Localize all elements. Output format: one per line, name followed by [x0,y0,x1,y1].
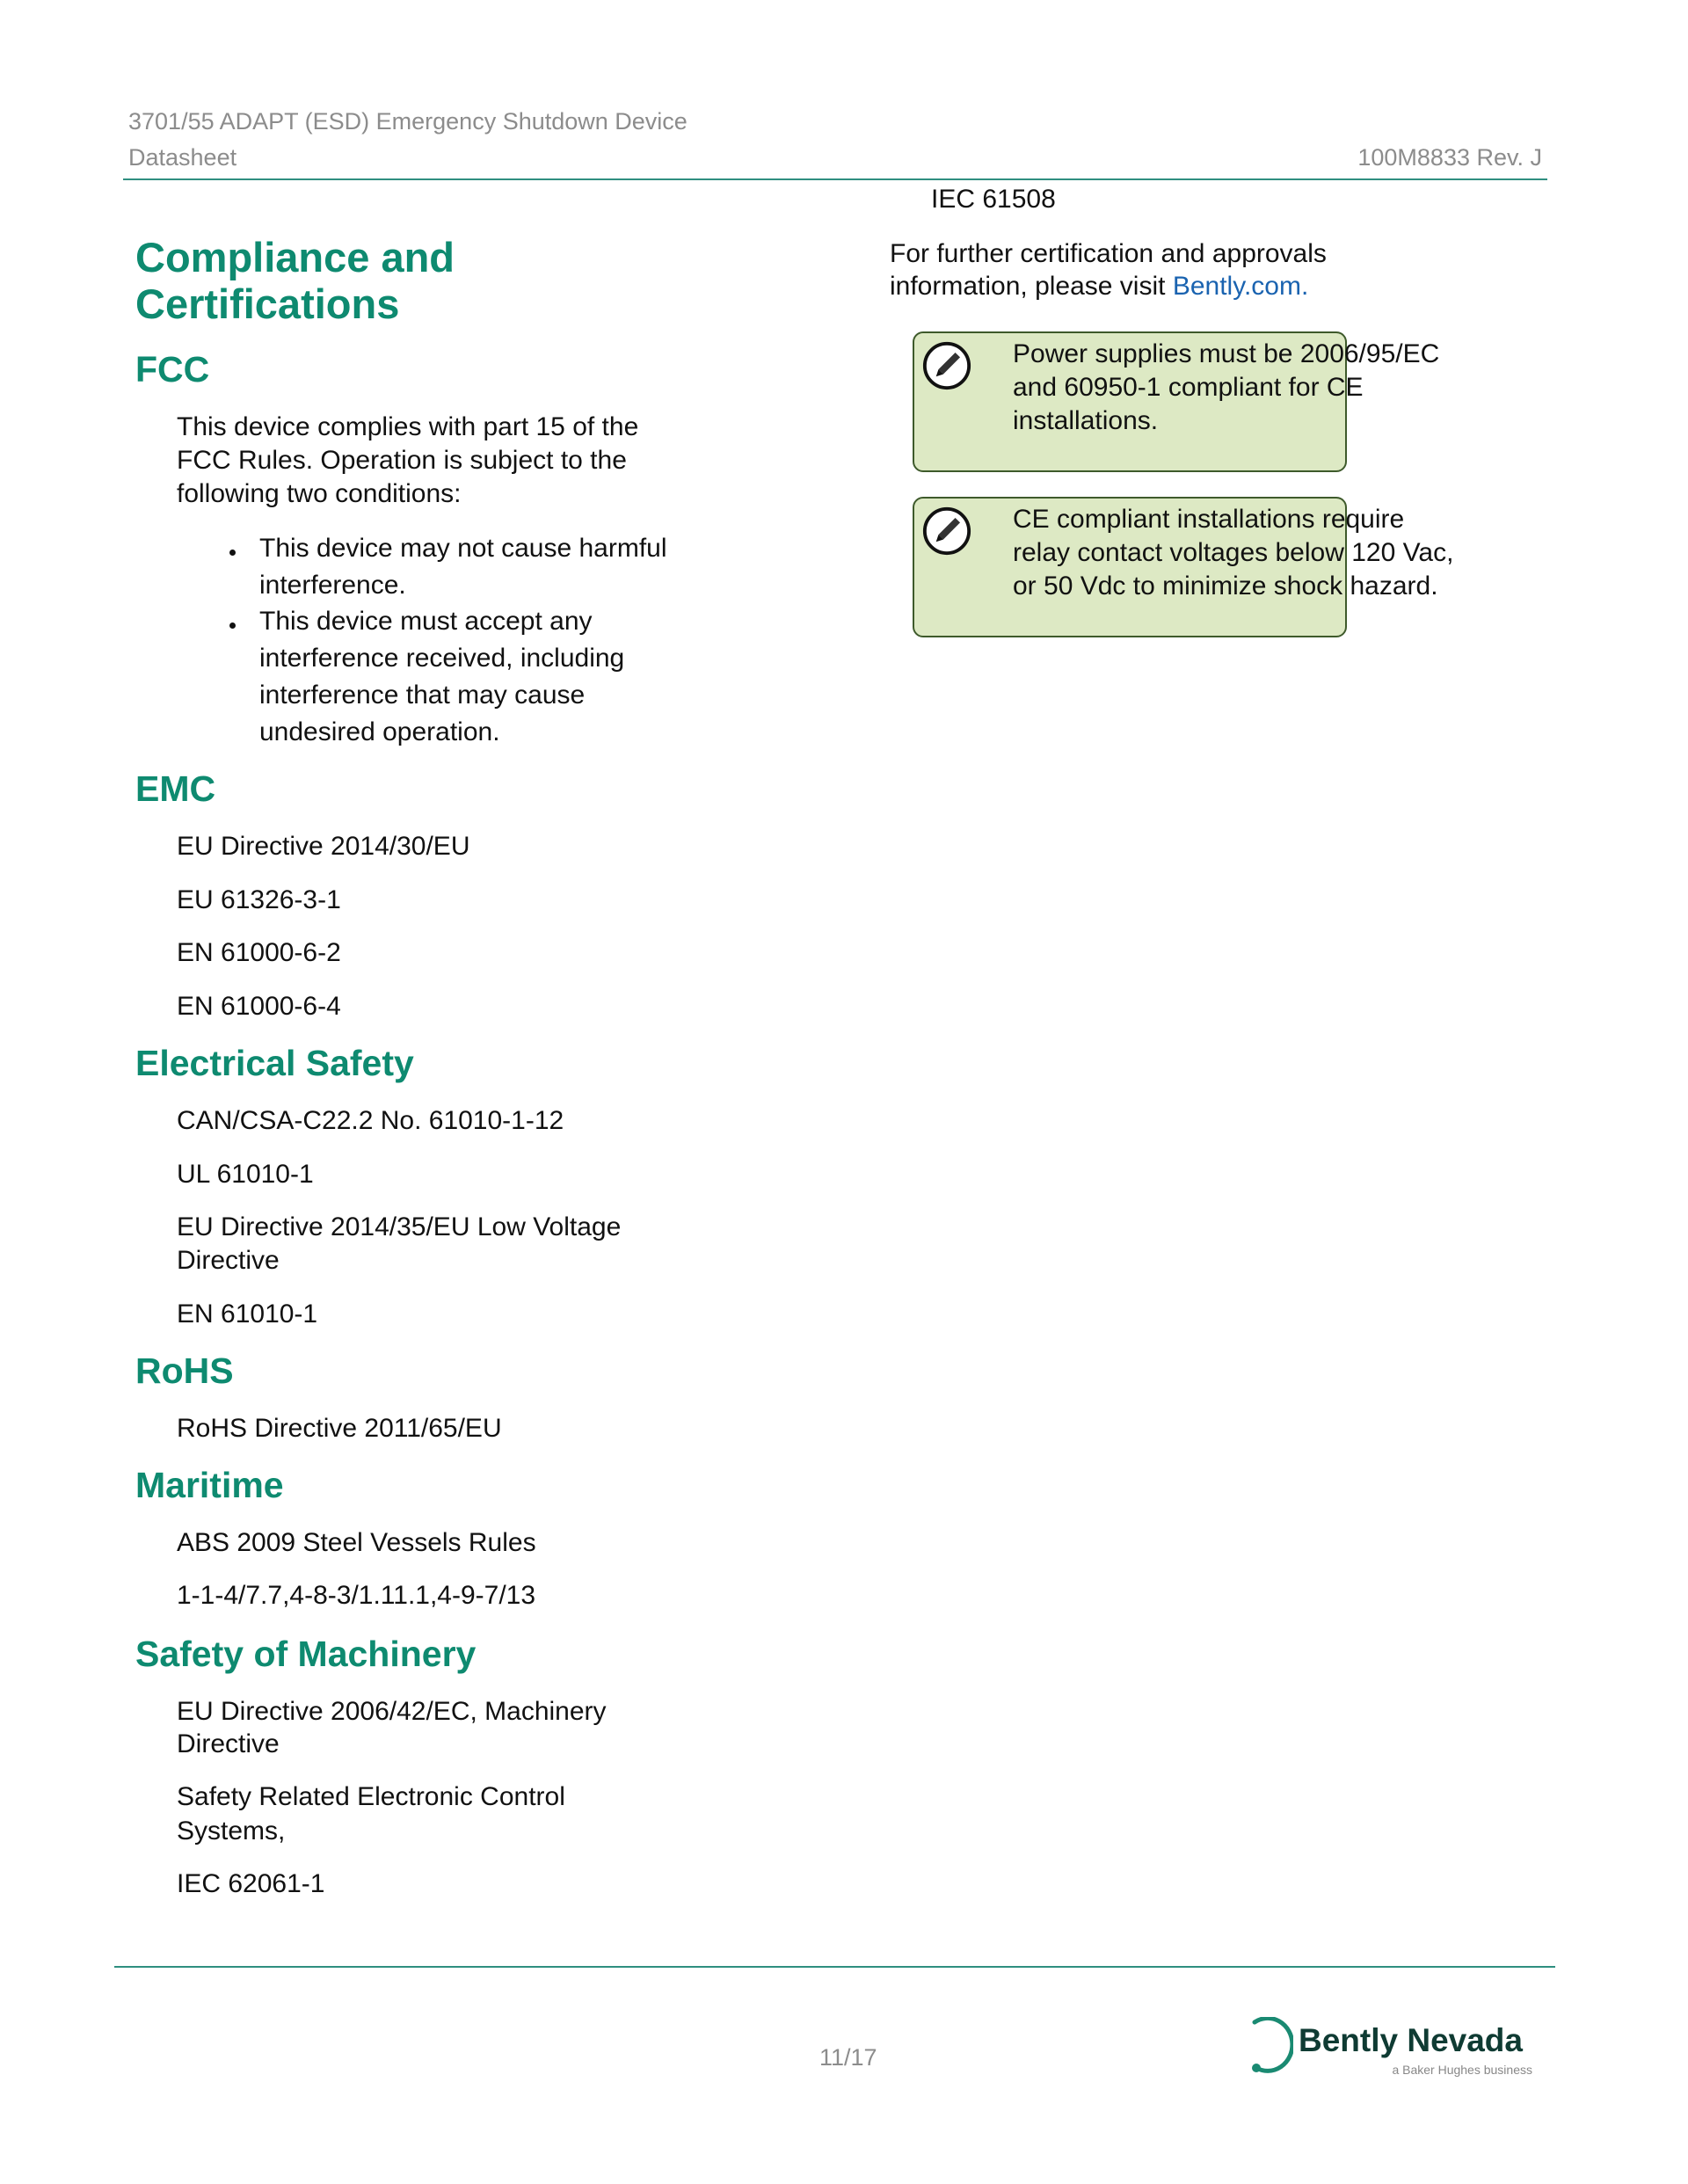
machinery-item: IEC 62061-1 [177,1869,325,1898]
document-number: 100M8833 Rev. J [1357,144,1542,171]
note-line: relay contact voltages below 120 Vac, [1013,538,1454,567]
further-info-text-2: information, please visit [890,272,1173,301]
maritime-item: ABS 2009 Steel Vessels Rules [177,1528,536,1557]
machinery-item: EU Directive 2006/42/EC, Machinery [177,1697,607,1726]
emc-item: EU 61326-3-1 [177,885,341,914]
footer-divider [114,1966,1555,1968]
fcc-bullet-2: interference that may cause [259,681,586,710]
page-title-line-2: Certifications [135,280,400,327]
bently-link[interactable]: Bently.com. [1172,272,1309,301]
fcc-text: This device complies with part 15 of the [177,412,639,441]
emc-heading: EMC [135,768,216,809]
fcc-text: FCC Rules. Operation is subject to the [177,446,627,475]
note-box [913,331,1440,472]
further-info-text [890,270,1308,303]
note-line: installations. [1013,406,1159,435]
note-line: and 60950-1 compliant for CE [1013,373,1364,402]
electrical-safety-item: UL 61010-1 [177,1160,314,1189]
electrical-safety-item: EU Directive 2014/35/EU Low Voltage [177,1212,622,1241]
page-title-line-1: Compliance and [135,234,455,280]
electrical-safety-item: CAN/CSA-C22.2 No. 61010-1-12 [177,1106,564,1135]
note-box [913,497,1454,637]
electrical-safety-heading: Electrical Safety [135,1043,414,1083]
maritime-item: 1-1-4/7.7,4-8-3/1.11.1,4-9-7/13 [177,1581,536,1610]
emc-item: EN 61000-6-2 [177,938,341,967]
logo-tagline: a Baker Hughes business [1392,2063,1532,2077]
bently-nevada-logo [1244,2013,1543,2084]
fcc-bullet-1: This device may not cause harmful [259,534,667,563]
machinery-item: Directive [177,1729,280,1758]
pencil-icon [921,506,972,557]
rohs-item: RoHS Directive 2011/65/EU [177,1414,502,1443]
machinery-heading: Safety of Machinery [135,1634,477,1674]
fcc-heading: FCC [135,349,210,389]
fcc-bullet-2: This device must accept any [259,607,593,636]
logo-ring-icon [1244,2017,1293,2078]
bullet-icon [229,622,236,629]
note-line: CE compliant installations require [1013,505,1405,534]
note-text [1013,338,1439,438]
fcc-bullet-2: interference received, including [259,644,625,673]
document-type: Datasheet [128,144,237,171]
fcc-text: following two conditions: [177,479,462,508]
note-line: or 50 Vdc to minimize shock hazard. [1013,571,1438,601]
logo-name: Bently Nevada [1299,2022,1523,2058]
note-text [1013,503,1453,603]
emc-item: EU Directive 2014/30/EU [177,832,470,861]
maritime-heading: Maritime [135,1465,284,1505]
emc-item: EN 61000-6-4 [177,992,341,1021]
page-number: 11/17 [819,2044,877,2071]
electrical-safety-item: Directive [177,1246,280,1275]
fcc-bullet-2: undesired operation. [259,717,500,746]
header-divider [123,178,1547,180]
machinery-item: Systems, [177,1816,286,1845]
bullet-icon [229,550,236,556]
machinery-item: Safety Related Electronic Control [177,1782,565,1811]
iec-61508: IEC 61508 [931,185,1056,214]
rohs-heading: RoHS [135,1350,234,1391]
pencil-icon [921,340,972,391]
further-info-text: For further certification and approvals [890,239,1327,268]
note-line: Power supplies must be 2006/95/EC [1013,339,1440,368]
fcc-bullet-1: interference. [259,571,406,600]
electrical-safety-item: EN 61010-1 [177,1299,318,1329]
document-title: 3701/55 ADAPT (ESD) Emergency Shutdown Device [128,108,688,135]
